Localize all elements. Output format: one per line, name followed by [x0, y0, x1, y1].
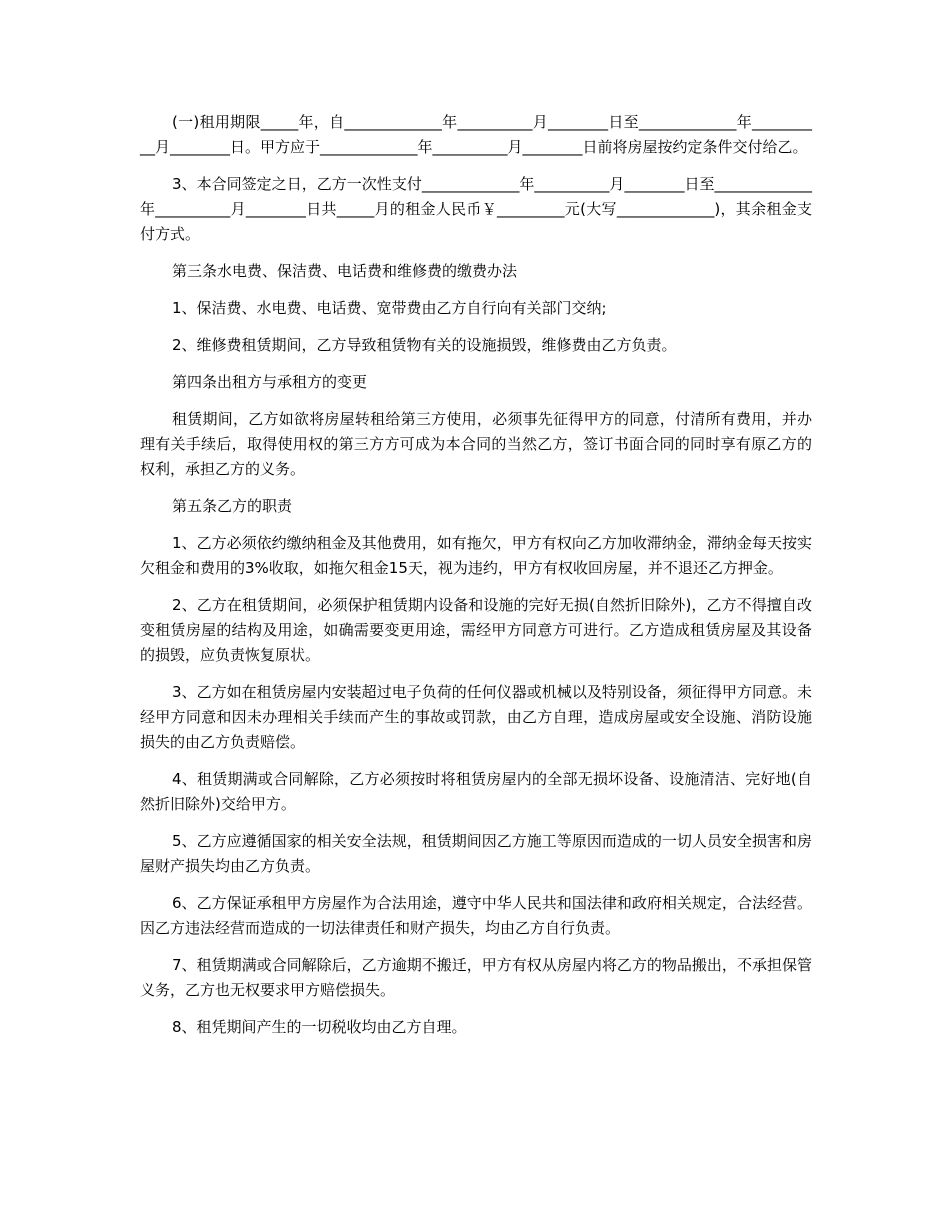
article-4-body: 租赁期间，乙方如欲将房屋转租给第三方使用，必须事先征得甲方的同意，付清所有费用，并办理有关手续后，取得使用权的第三方方可成为本合同的当然乙方，签订书面合同的同时享有原乙方的权利，承担乙方的义务。: [140, 410, 812, 478]
article-3-heading: 第三条水电费、保洁费、电话费和维修费的缴费办法: [172, 262, 518, 280]
article-5-item-3: 3、乙方如在租赁房屋内安装超过电子负荷的任何仪器或机械以及特别设备，须征得甲方同意。未经甲方同意和因未办理相关手续而产生的事故或罚款，由乙方自理，造成房屋或安全设施、消防设施损失的由乙方负责赔偿。: [140, 683, 812, 751]
article-3-item-1: 1、保洁费、水电费、电话费、宽带费由乙方自行向有关部门交纳;: [172, 299, 607, 317]
article-4-heading: 第四条出租方与承租方的变更: [172, 373, 368, 391]
article-5-item-2: 2、乙方在租赁期间，必须保护租赁期内设备和设施的完好无损(自然折旧除外)，乙方不得擅自改变租赁房屋的结构及用途，如确需要变更用途，需经甲方同意方可进行。乙方造成租赁房屋及其设备的损毁，应负责恢复原状。: [140, 596, 812, 664]
payment-paragraph: 3、本合同签定之日，乙方一次性支付_____________年__________月________日至_____________年__________月________日共_____月的租金人民币￥_________元(大写_____________)，其余租金支付方式。: [140, 175, 812, 243]
article-5-item-7: 7、租赁期满或合同解除后，乙方逾期不搬迁，甲方有权从房屋内将乙方的物品搬出，不承担保管义务，乙方也无权要求甲方赔偿损失。: [140, 956, 812, 999]
article-5-heading: 第五条乙方的职责: [172, 497, 293, 515]
article-5-item-1: 1、乙方必须依约缴纳租金及其他费用，如有拖欠，甲方有权向乙方加收滞纳金，滞纳金每天按实欠租金和费用的3%收取，如拖欠租金15天，视为违约，甲方有权收回房屋，并不退还乙方押金。: [140, 534, 812, 577]
article-5-item-4: 4、租赁期满或合同解除，乙方必须按时将租赁房屋内的全部无损坏设备、设施清洁、完好地(自然折旧除外)交给甲方。: [140, 770, 812, 813]
lease-term-paragraph: (一)租用期限_____年，自_____________年__________月________日至_____________年__________月________日。甲方应于_____________年__________月________日前将房屋按约定条件交付给乙。: [140, 113, 812, 156]
article-5-item-5: 5、乙方应遵循国家的相关安全法规，租赁期间因乙方施工等原因而造成的一切人员安全损害和房屋财产损失均由乙方负责。: [140, 832, 812, 875]
article-5-item-6: 6、乙方保证承租甲方房屋作为合法用途，遵守中华人民共和国法律和政府相关规定，合法经营。因乙方违法经营而造成的一切法律责任和财产损失，均由乙方自行负责。: [140, 894, 812, 937]
article-3-item-2: 2、维修费租赁期间，乙方导致租赁物有关的设施损毁，维修费由乙方负责。: [172, 336, 677, 354]
document-page: [140, 110, 812, 1040]
article-5-item-8: 8、租凭期间产生的一切税收均由乙方自理。: [172, 1018, 467, 1036]
